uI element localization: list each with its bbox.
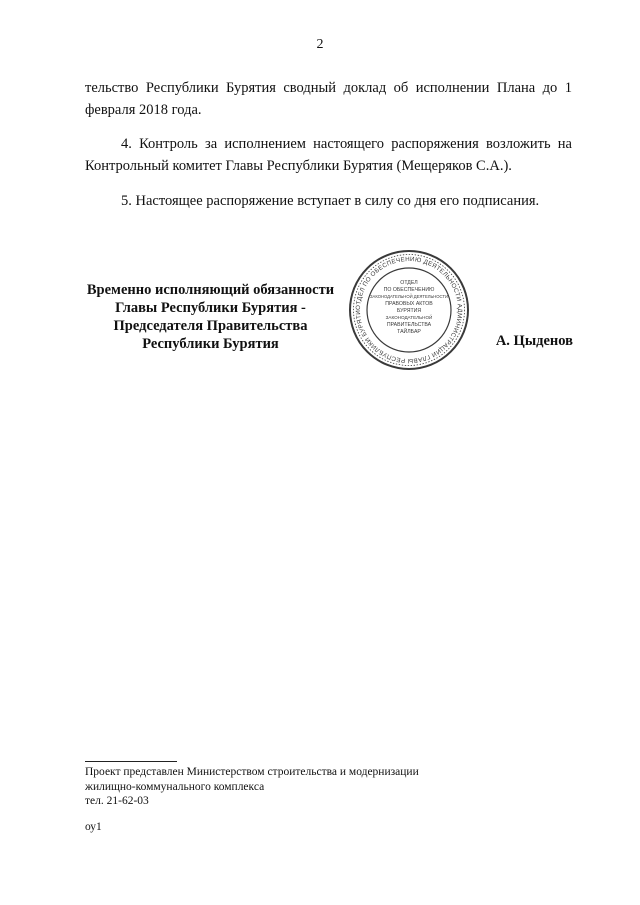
footnote [85,765,505,809]
official-seal-icon [348,249,470,376]
footnote-line: жилищно-коммунального комплекса [85,780,265,793]
seal-center-line: ПРАВИТЕЛЬСТВА [386,322,432,328]
signatory-position-title [68,281,353,353]
footnote-divider [85,761,177,762]
seal-center-line: ПРАВОВЫХ АКТОВ [385,301,433,307]
seal-center-line: БУРЯТИЯ [396,308,422,314]
paragraph-report-deadline: тельство Республики Бурятия сводный доклад об исполнении Плана до 1 февраля 2018 года. [85,80,572,118]
seal-ring-text: ОТДЕЛ ПО ОБЕСПЕЧЕНИЮ ДЕЯТЕЛЬНОСТИ АДМИНИСТРАЦИИ ГЛАВЫ РЕСПУБЛИКИ БУРЯТИ [354,255,464,365]
seal-center-line: ТАЙЛБАР [397,329,421,335]
paragraph-control-clause: 4. Контроль за исполнением настоящего распоряжения возложить на Контрольный комитет Главы Республики Бурятия (Мещеряков С.А.). [85,136,572,174]
seal-center-line: ПО ОБЕСПЕЧЕНИЮ [383,287,435,293]
footnote-line: Проект представлен Министерством строительства и модернизации [85,766,419,778]
signatory-title-line: Республики Бурятия [142,336,279,352]
document-code: оу1 [85,821,102,833]
page-number: 2 [316,37,324,52]
signatory-title-line: Главы Республики Бурятия - [115,300,306,316]
footnote-phone: тел. 21-62-03 [85,795,149,807]
signatory-name: А. Цыденов [495,333,573,349]
seal-center-line: ЗАКОНОДАТЕЛЬНОЙ [385,315,433,320]
paragraph-effective-clause: 5. Настоящее распоряжение вступает в силу со дня его подписания. [121,193,540,209]
seal-center-line: ЗАКОНОДАТЕЛЬНОЙ ДЕЯТЕЛЬНОСТИ [370,294,448,299]
signatory-title-line: Временно исполняющий обязанности [86,282,335,298]
signatory-title-line: Председателя Правительства [113,318,308,334]
seal-center-line: ОТДЕЛ [400,280,418,286]
